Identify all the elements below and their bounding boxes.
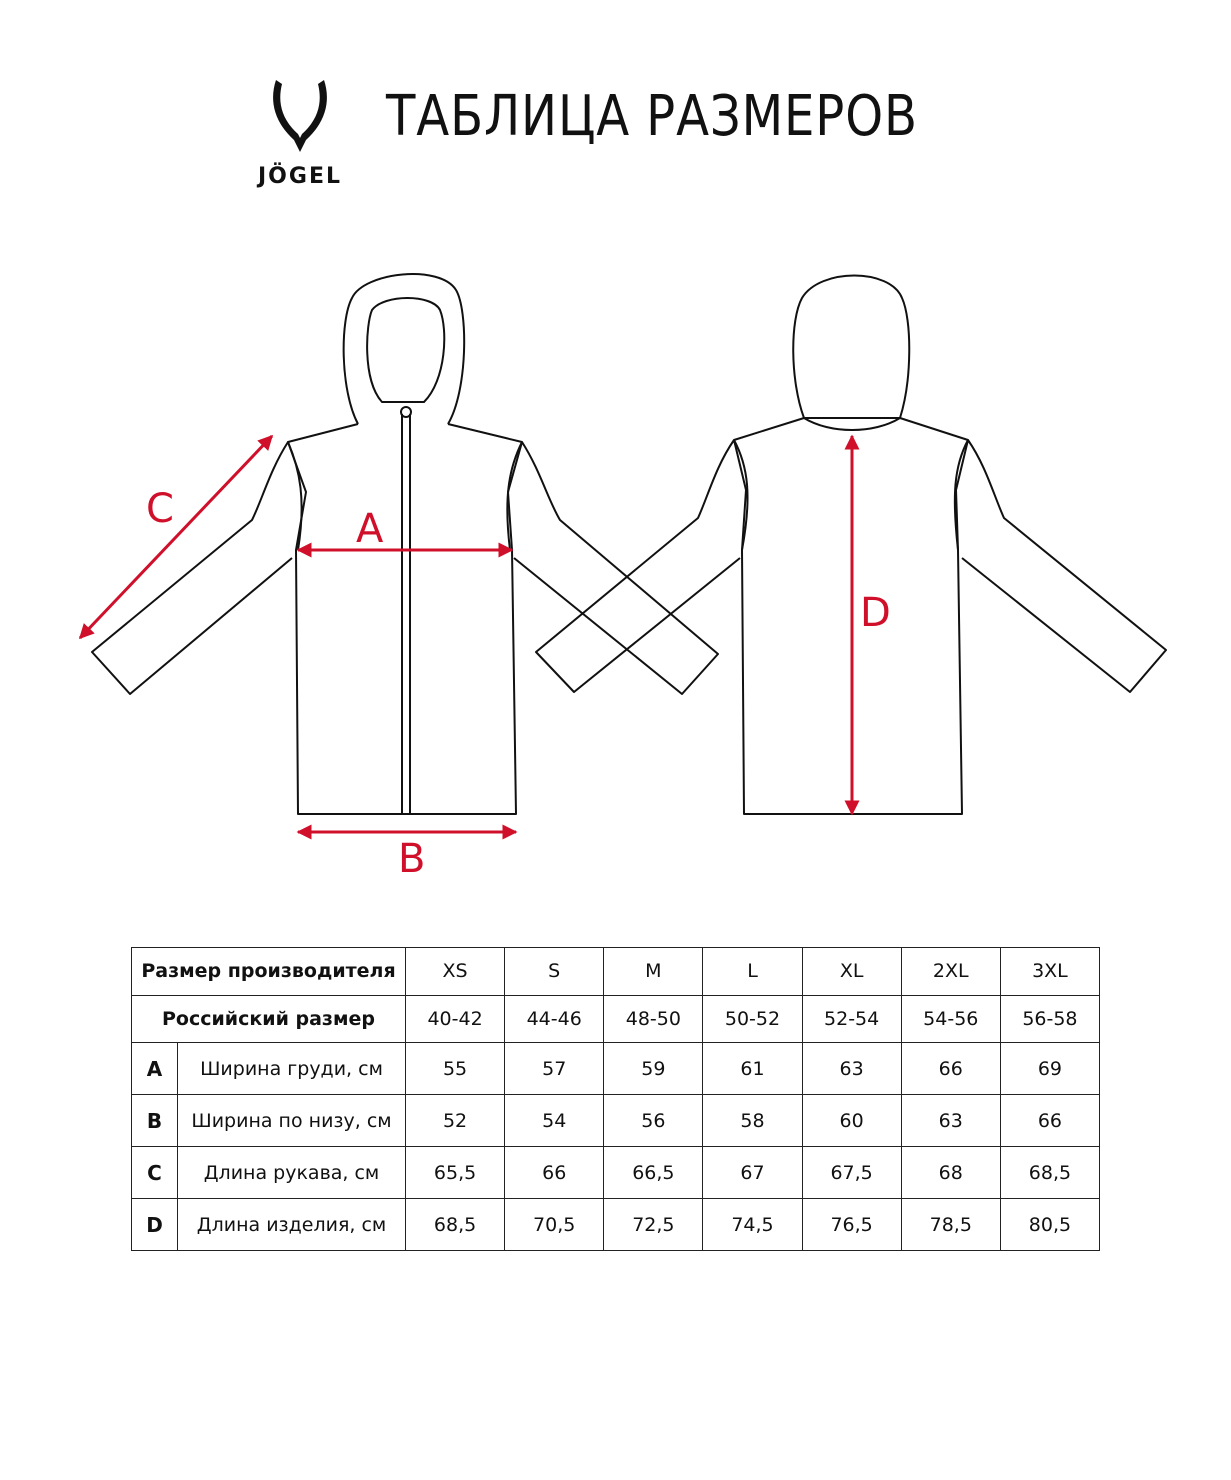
russian-size-cell: 54-56 [901,995,1000,1043]
size-table [131,947,1100,1251]
table-row-c [132,1147,1100,1199]
row-letter: B [132,1095,178,1147]
measure-arrows [80,436,852,832]
table-row-russian [132,995,1100,1043]
size-cell: 2XL [901,948,1000,996]
logo-mark-icon [268,78,332,154]
value-cell: 58 [703,1095,802,1147]
brand-logo [238,78,362,196]
measure-label-b: B [398,836,426,882]
size-cell: 3XL [1000,948,1099,996]
row-label: Ширина по низу, см [178,1095,406,1147]
value-cell: 67 [703,1147,802,1199]
size-cell: S [505,948,604,996]
value-cell: 76,5 [802,1199,901,1251]
value-cell: 74,5 [703,1199,802,1251]
size-cell: XS [406,948,505,996]
row-letter: C [132,1147,178,1199]
russian-size-cell: 52-54 [802,995,901,1043]
value-cell: 69 [1000,1043,1099,1095]
measure-label-d: D [860,590,891,636]
table-row-b [132,1095,1100,1147]
value-cell: 70,5 [505,1199,604,1251]
russian-size-cell: 44-46 [505,995,604,1043]
russian-size-label: Российский размер [132,995,406,1043]
table-row-manufacturer [132,948,1100,996]
value-cell: 52 [406,1095,505,1147]
table-row-a [132,1043,1100,1095]
manufacturer-size-label: Размер производителя [132,948,406,996]
jacket-front [92,274,718,814]
value-cell: 61 [703,1043,802,1095]
russian-size-cell: 56-58 [1000,995,1099,1043]
value-cell: 68,5 [406,1199,505,1251]
russian-size-cell: 48-50 [604,995,703,1043]
brand-wordmark: JÖGEL [258,164,342,189]
jacket-illustration [0,240,1231,890]
row-letter: D [132,1199,178,1251]
value-cell: 55 [406,1043,505,1095]
value-cell: 78,5 [901,1199,1000,1251]
value-cell: 63 [802,1043,901,1095]
value-cell: 68,5 [1000,1147,1099,1199]
value-cell: 57 [505,1043,604,1095]
row-label: Ширина груди, см [178,1043,406,1095]
measure-c-arrow [80,436,272,638]
value-cell: 72,5 [604,1199,703,1251]
size-cell: L [703,948,802,996]
page-title: ТАБЛИЦА РАЗМЕРОВ [386,84,918,149]
value-cell: 80,5 [1000,1199,1099,1251]
russian-size-cell: 40-42 [406,995,505,1043]
russian-size-cell: 50-52 [703,995,802,1043]
row-letter: A [132,1043,178,1095]
value-cell: 60 [802,1095,901,1147]
value-cell: 66,5 [604,1147,703,1199]
row-label: Длина изделия, см [178,1199,406,1251]
size-cell: M [604,948,703,996]
table-row-d [132,1199,1100,1251]
value-cell: 56 [604,1095,703,1147]
size-cell: XL [802,948,901,996]
value-cell: 68 [901,1147,1000,1199]
value-cell: 59 [604,1043,703,1095]
value-cell: 63 [901,1095,1000,1147]
row-label: Длина рукава, см [178,1147,406,1199]
measure-label-c: C [146,486,174,532]
value-cell: 67,5 [802,1147,901,1199]
value-cell: 66 [1000,1095,1099,1147]
value-cell: 54 [505,1095,604,1147]
value-cell: 65,5 [406,1147,505,1199]
value-cell: 66 [901,1043,1000,1095]
measure-label-a: A [356,506,384,552]
value-cell: 66 [505,1147,604,1199]
